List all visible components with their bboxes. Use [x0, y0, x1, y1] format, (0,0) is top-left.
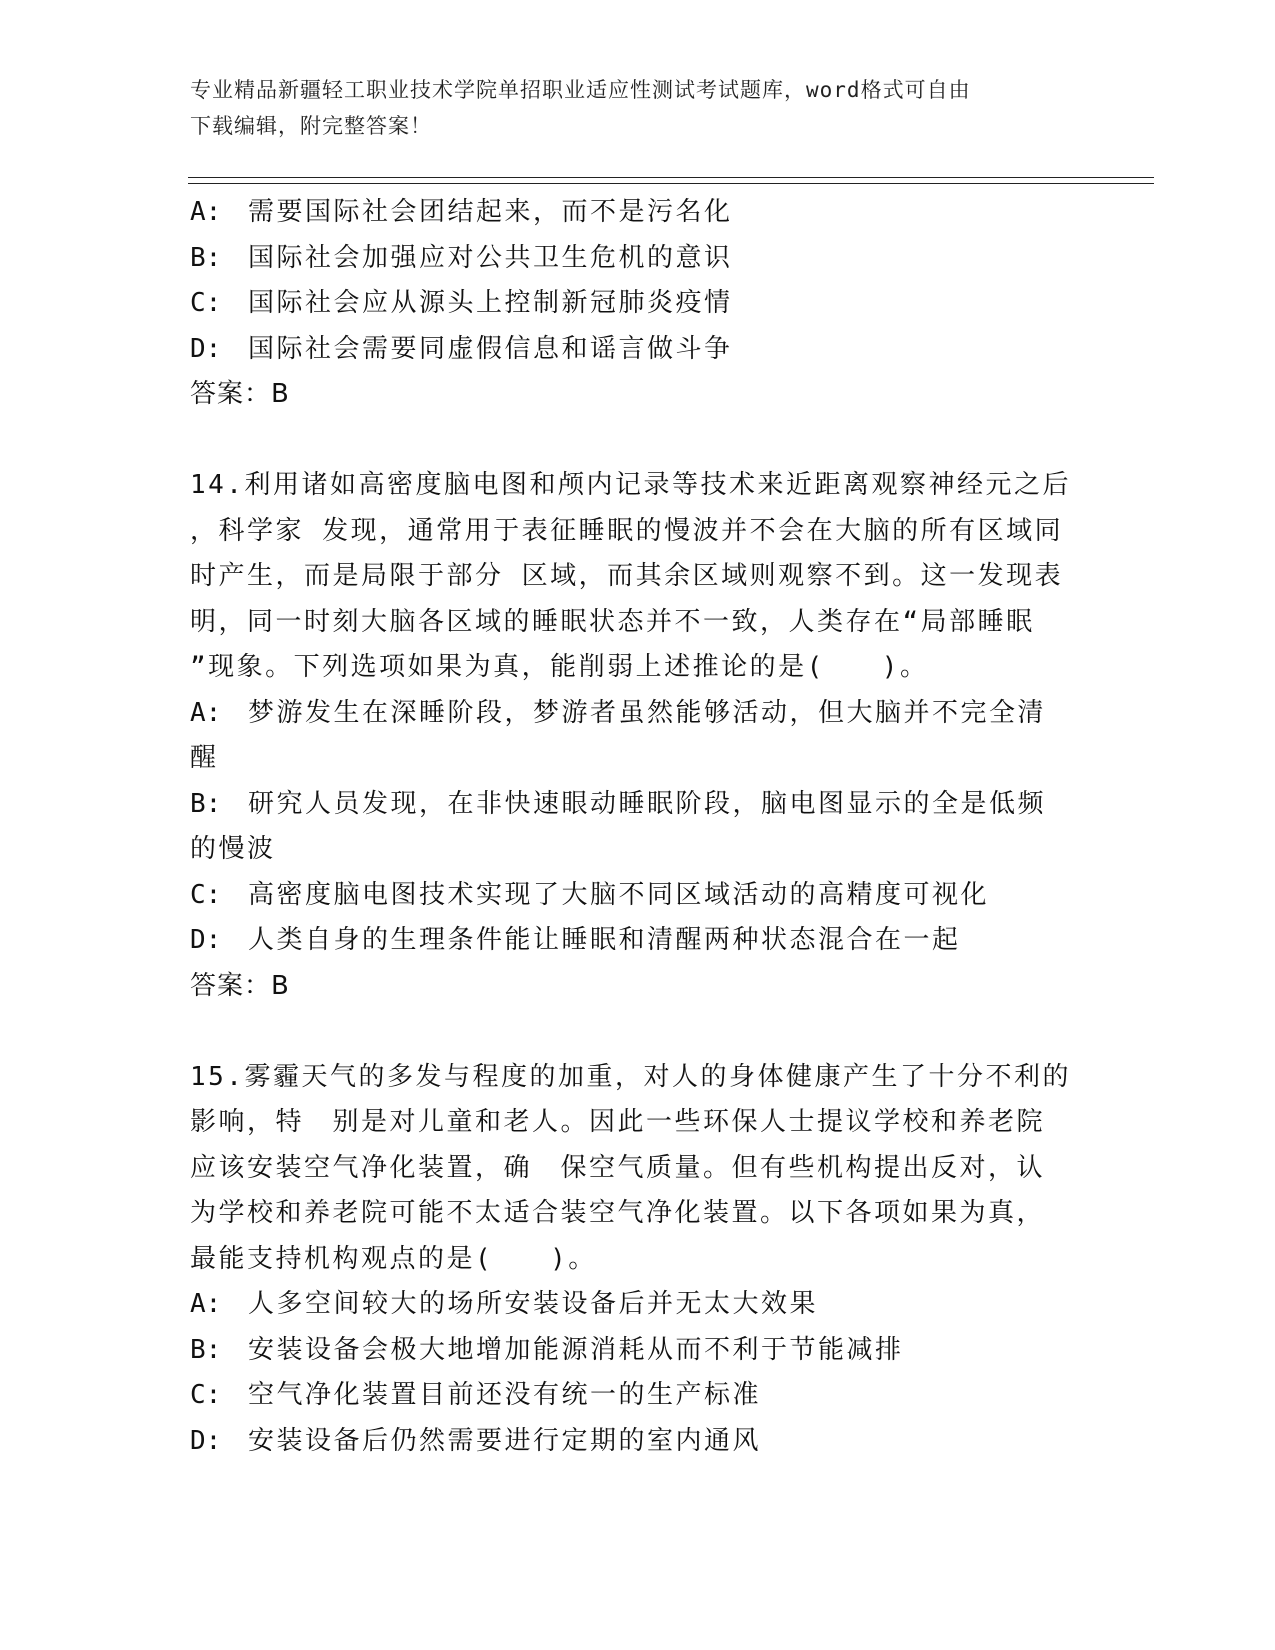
option-text: 研究人员发现，在非快速眼动睡眠阶段，脑电图显示的全是低频: [248, 788, 1047, 819]
option-key: A:: [190, 697, 222, 728]
question-stem-line: ”现象。下列选项如果为真，能削弱上述推论的是( )。: [190, 652, 929, 682]
option-c: [190, 873, 1090, 919]
header-rule-bottom: [188, 183, 1154, 184]
question-stem-line: 时产生，而是局限于部分 区域，而其余区域则观察不到。这一发现表: [190, 561, 1064, 591]
option-d: [190, 327, 1090, 373]
option-key: D:: [190, 925, 222, 955]
option-key: C:: [190, 879, 222, 910]
option-b: [190, 782, 1090, 828]
option-b: [190, 236, 1090, 282]
question-stem-line: 14.利用诸如高密度脑电图和颅内记录等技术来近距离观察神经元之后: [190, 470, 1071, 500]
question-14: [190, 463, 1090, 1009]
option-a: [190, 1282, 1090, 1328]
option-text: 安装设备会极大地增加能源消耗从而不利于节能减排: [248, 1334, 904, 1365]
answer-line: 答案：B: [190, 379, 290, 409]
option-key: C:: [190, 1380, 222, 1410]
question-stem-line: 应该安装空气净化装置，确 保空气质量。但有些机构提出反对，认: [190, 1152, 1046, 1183]
question-stem-line: 最能支持机构观点的是( )。: [190, 1243, 597, 1274]
option-key: C:: [190, 288, 222, 318]
option-a-continuation: 醒: [190, 743, 219, 773]
page-header: [190, 72, 1070, 144]
option-key: A:: [190, 1289, 222, 1319]
option-key: B:: [190, 788, 222, 819]
header-line-2: 下载编辑，附完整答案！: [190, 114, 432, 138]
header-rule-top: [188, 177, 1154, 178]
question-content: [190, 190, 1090, 1464]
header-line-1: 专业精品新疆轻工职业技术学院单招职业适应性测试考试题库，word格式可自由: [190, 78, 971, 102]
option-text: 安装设备后仍然需要进行定期的室内通风: [248, 1425, 762, 1456]
option-b-continuation: 的慢波: [190, 834, 276, 864]
question-stem-line: 明，同一时刻大脑各区域的睡眠状态并不一致，人类存在“局部睡眠: [190, 606, 1035, 637]
option-key: B:: [190, 242, 222, 273]
option-a: [190, 190, 1090, 236]
question-stem-line: 15.雾霾天气的多发与程度的加重，对人的身体健康产生了十分不利的: [190, 1061, 1071, 1092]
option-a: [190, 691, 1090, 737]
option-text: 国际社会加强应对公共卫生危机的意识: [248, 242, 733, 273]
question-stem-line: 为学校和养老院可能不太适合装空气净化装置。以下各项如果为真，: [190, 1198, 1046, 1228]
question-stem-line: ，科学家 发现，通常用于表征睡眠的慢波并不会在大脑的所有区域同: [190, 515, 1064, 546]
option-text: 梦游发生在深睡阶段，梦游者虽然能够活动，但大脑并不完全清: [248, 697, 1047, 728]
option-text: 高密度脑电图技术实现了大脑不同区域活动的高精度可视化: [248, 879, 990, 910]
option-text: 需要国际社会团结起来，而不是污名化: [248, 197, 733, 227]
option-text: 空气净化装置目前还没有统一的生产标准: [248, 1380, 762, 1410]
option-text: 国际社会应从源头上控制新冠肺炎疫情: [248, 288, 733, 318]
option-key: D:: [190, 1425, 222, 1456]
option-d: [190, 918, 1090, 964]
option-key: B:: [190, 1334, 222, 1365]
option-b: [190, 1328, 1090, 1374]
option-c: [190, 1373, 1090, 1419]
option-key: D:: [190, 333, 222, 364]
option-key: A:: [190, 197, 222, 227]
option-text: 国际社会需要同虚假信息和谣言做斗争: [248, 333, 733, 364]
option-text: 人类自身的生理条件能让睡眠和清醒两种状态混合在一起: [248, 925, 961, 955]
question-15: [190, 1055, 1090, 1465]
option-text: 人多空间较大的场所安装设备后并无太大效果: [248, 1289, 819, 1319]
spacer: [190, 418, 1090, 464]
option-c: [190, 281, 1090, 327]
spacer: [190, 1009, 1090, 1055]
option-d: [190, 1419, 1090, 1465]
answer-line: 答案：B: [190, 970, 290, 1001]
question-13: [190, 190, 1090, 418]
question-stem-line: 影响，特 别是对儿童和老人。因此一些环保人士提议学校和养老院: [190, 1107, 1046, 1137]
